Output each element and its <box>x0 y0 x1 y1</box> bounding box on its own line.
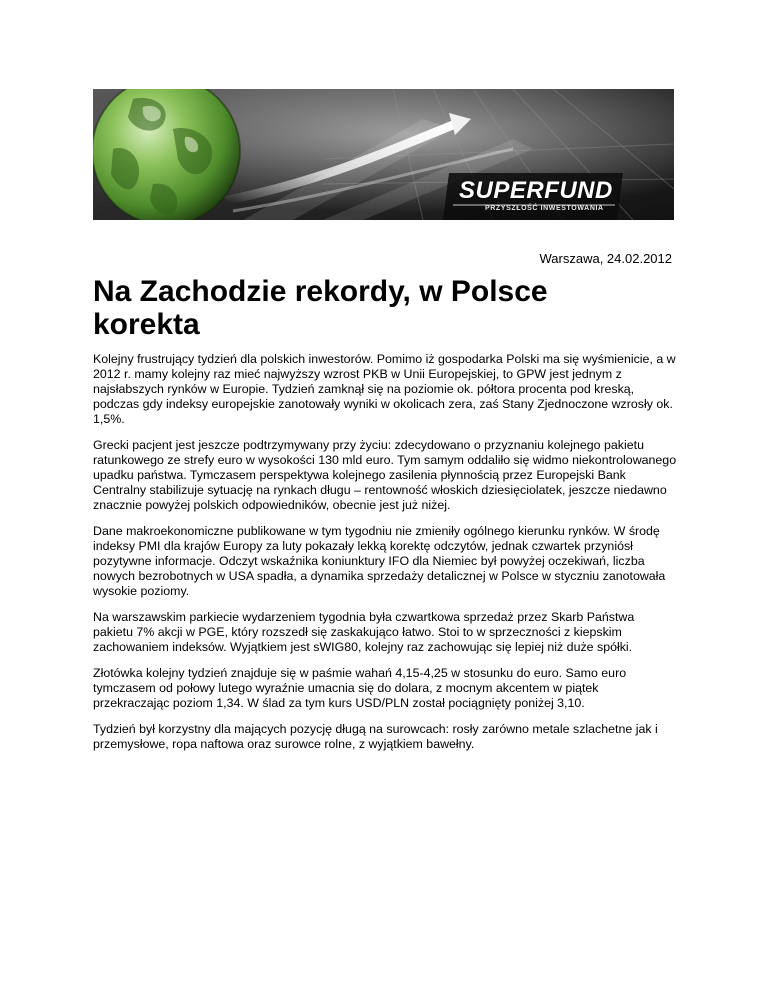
paragraph: Kolejny frustrujący tydzień dla polskich inwestorów. Pomimo iż gospodarka Polski ma się wyśmienicie, a w 2012 r. mamy kolejny raz mieć najwyższy wzrost PKB w Unii Europejskiej, to GPW jest jednym z najsłabszych rynków w Europie. Tydzień zamknął się na poziomie ok. półtora procenta pod kreską, podczas gdy indeksy europejskie zanotowały wyniki w okolicach zera, zaś Stany Zjednoczone wzrosły ok. 1,5%. <box>93 352 676 426</box>
brand-name: SUPERFUND <box>459 177 613 204</box>
article-body <box>93 352 677 763</box>
paragraph: Dane makroekonomiczne publikowane w tym tygodniu nie zmieniły ogólnego kierunku rynków. W środę indeksy PMI dla krajów Europy za luty pokazały lekką korektę odczytów, jednak czwartek przyniósł pozytywne informacje. Odczyt wskaźnika koniunktury IFO dla Niemiec był powyżej oczekiwań, liczba nowych bezrobotnych w USA spadła, a dynamika sprzedaży detalicznej w Polsce w styczniu zanotowała wysokie poziomy. <box>93 524 666 598</box>
paragraph: Tydzień był korzystny dla mających pozycję długą na surowcach: rosły zarówno metale szlachetne jak i przemysłowe, ropa naftowa oraz surowce rolne, z wyjątkiem bawełny. <box>93 722 658 751</box>
paragraph: Złotówka kolejny tydzień znajduje się w paśmie wahań 4,15-4,25 w stosunku do euro. Samo euro tymczasem od połowy lutego wyraźnie umacnia się do dolara, z mocnym akcentem w piątek przekraczając poziom 1,34. W ślad za tym kurs USD/PLN został pociągnięty poniżej 3,10. <box>93 666 627 710</box>
brand-tagline: PRZYSZŁOŚĆ INWESTOWANIA <box>485 205 604 212</box>
dateline: Warszawa, 24.02.2012 <box>539 251 672 266</box>
paragraph: Na warszawskim parkiecie wydarzeniem tygodnia była czwartkowa sprzedaż przez Skarb Państwa pakietu 7% akcji w PGE, który rozszedł się zaskakująco łatwo. Stoi to w sprzeczności z kiepskim zachowaniem indeksów. Wyjątkiem jest sWIG80, kolejny raz zachowując się lepiej niż duże spółki. <box>93 610 635 654</box>
article-title: Na Zachodzie rekordy, w Polsce korekta <box>93 275 548 341</box>
header-banner <box>93 89 674 220</box>
paragraph: Grecki pacjent jest jeszcze podtrzymywany przy życiu: zdecydowano o przyznaniu kolejnego pakietu ratunkowego ze strefy euro w wysokości 130 mld euro. Tym samym oddaliło się widmo niekontrolowanego upadku państwa. Tymczasem perspektywa kolejnego zasilenia płynnością przez Europejski Bank Centralny stabilizuje sytuację na rynkach długu – rentowność włoskich dziesięciolatek, jeszcze niedawno znacznie powyżej polskich odpowiedników, obecnie jest już niżej. <box>93 438 677 512</box>
brand-logo <box>451 173 615 217</box>
